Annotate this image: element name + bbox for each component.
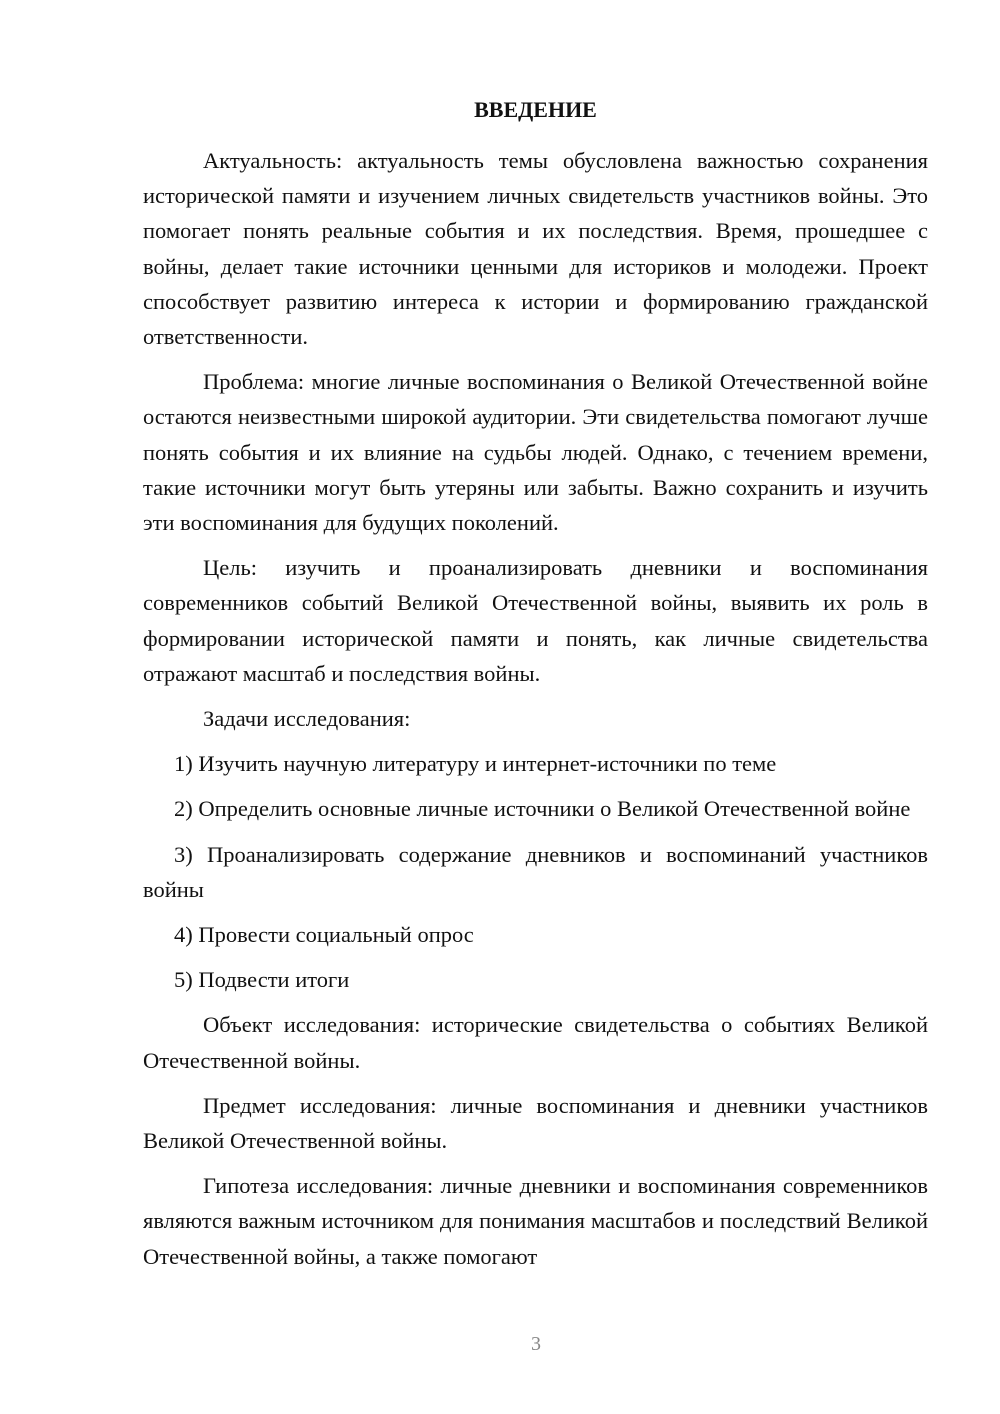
paragraph-subject: Предмет исследования: личные воспоминания и дневники участников Великой Отечественной войны. xyxy=(143,1092,928,1154)
section-title: ВВЕДЕНИЕ xyxy=(474,97,597,122)
paragraph-relevance: Актуальность: актуальность темы обусловлена важностью сохранения исторической памяти и изучением личных свидетельств участников войны. Это помогает понять реальные события и их последствия. Время, прошедшее с войны, делает такие источники ценными для историков и молодежи. Проект способствует развитию интереса к истории и формированию гражданской ответственности. xyxy=(143,148,928,350)
paragraph-object: Объект исследования: исторические свидетельства о событиях Великой Отечественной войны. xyxy=(143,1012,928,1073)
page-content xyxy=(143,92,928,1284)
task-item-1: 1) Изучить научную литературу и интернет-источники по теме xyxy=(174,751,777,777)
task-item-2: 2) Определить основные личные источники о Великой Отечественной войне xyxy=(174,796,911,822)
tasks-heading: Задачи исследования: xyxy=(203,706,411,732)
task-item-5: 5) Подвести итоги xyxy=(174,967,350,993)
page-number: 3 xyxy=(531,1333,541,1355)
task-item-4: 4) Провести социальный опрос xyxy=(174,922,474,948)
paragraph-goal: Цель: изучить и проанализировать дневники и воспоминания современников событий Великой Отечественной войны, выявить их роль в формировании исторической памяти и понять, как личные свидетельства отражают масштаб и последствия войны. xyxy=(143,555,928,686)
paragraph-problem: Проблема: многие личные воспоминания о Великой Отечественной войне остаются неизвестными широкой аудитории. Эти свидетельства помогают лучше понять события и их влияние на судьбы людей. Однако, с течением времени, такие источники могут быть утеряны или забыты. Важно сохранить и изучить эти воспоминания для будущих поколений. xyxy=(143,369,928,536)
task-item-3: 3) Проанализировать содержание дневников и воспоминаний участников войны xyxy=(143,841,928,902)
paragraph-hypothesis: Гипотеза исследования: личные дневники и воспоминания современников являются важным источником для понимания масштабов и последствий Великой Отечественной войны, а также помогают xyxy=(143,1173,928,1269)
